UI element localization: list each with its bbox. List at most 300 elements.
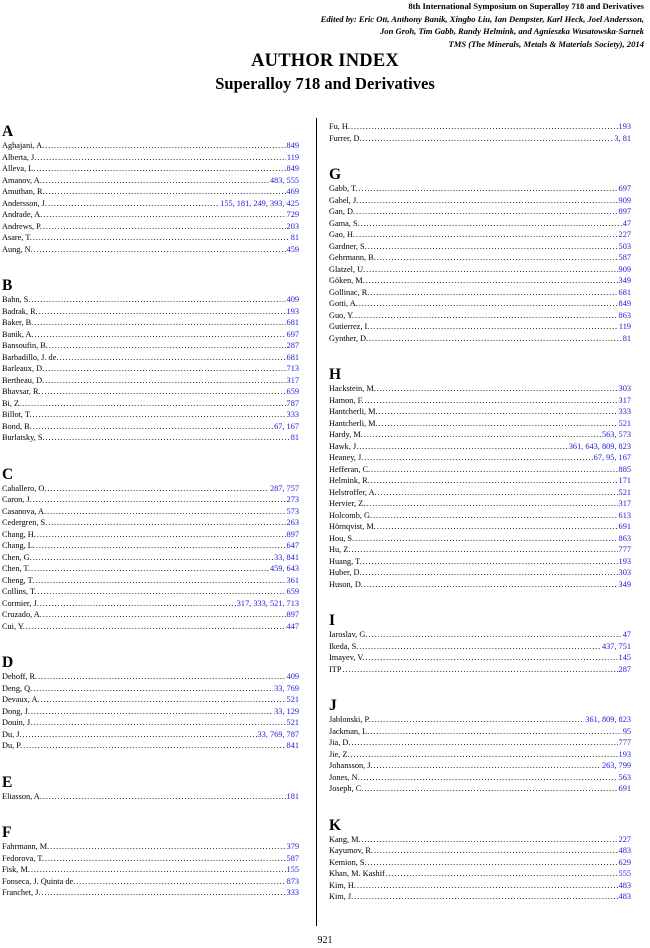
index-entry <box>329 857 631 869</box>
page-link[interactable]: 333 <box>286 410 299 419</box>
author-name: Gabb, T. <box>329 184 358 193</box>
page-link[interactable]: 287 <box>286 341 299 350</box>
index-entry <box>329 441 631 453</box>
author-name: Collins, T. <box>2 587 37 596</box>
section-gap <box>2 444 299 467</box>
page-link[interactable]: 459, 643 <box>269 564 299 573</box>
author-name: Jablonski, P. <box>329 715 371 724</box>
page-link[interactable]: 691 <box>618 784 631 793</box>
author-name: Holcomb, G. <box>329 510 373 520</box>
author-name: Hantcherli, M. <box>329 407 378 416</box>
author-name: Heaney, J. <box>329 453 364 462</box>
dot-leader <box>363 556 618 568</box>
dot-leader <box>368 629 621 641</box>
page-link[interactable]: 361, 643, 809, 823 <box>568 441 631 451</box>
page-link[interactable]: 873 <box>286 876 299 886</box>
section-letter: C <box>2 465 14 483</box>
page-link[interactable]: 647 <box>286 541 299 550</box>
page-link[interactable]: 483 <box>618 892 631 901</box>
page-link[interactable]: 409 <box>286 672 299 681</box>
author-name: Andrews, P. <box>2 221 42 231</box>
index-section <box>2 825 299 899</box>
author-name: Amuthan, R. <box>2 187 45 196</box>
index-entry <box>329 510 631 522</box>
author-name: Dehoff, R. <box>2 672 38 681</box>
page-link[interactable]: 521 <box>286 695 299 704</box>
page-link[interactable]: 119 <box>286 152 299 162</box>
author-name: Andersson, J. <box>2 198 47 208</box>
page-link[interactable]: 81 <box>622 333 631 343</box>
page-link[interactable]: 81 <box>290 233 299 242</box>
page-link[interactable]: 437, 751 <box>601 641 631 651</box>
page-link[interactable]: 227 <box>618 230 631 239</box>
index-entry <box>329 395 631 407</box>
dot-leader <box>43 221 286 233</box>
dot-leader <box>359 441 567 453</box>
page-link[interactable]: 317 <box>286 375 299 385</box>
page-link[interactable]: 713 <box>286 364 299 373</box>
page-link[interactable]: 483, 555 <box>269 175 299 185</box>
index-entry <box>2 706 299 718</box>
author-name: Khan, M. Kashif <box>329 869 385 878</box>
dot-leader <box>50 841 285 853</box>
author-name: Gehrmann, B. <box>329 253 376 262</box>
dot-leader <box>40 598 236 610</box>
index-entry <box>2 306 299 318</box>
page-link[interactable]: 361, 809, 823 <box>585 715 631 724</box>
dot-leader <box>33 232 290 244</box>
page-link[interactable]: 379 <box>286 842 299 851</box>
dot-leader <box>362 834 618 846</box>
index-entry <box>2 506 299 518</box>
author-name: Huson, D. <box>329 579 363 589</box>
author-name: Jackman, L. <box>329 726 370 736</box>
author-name: Cui, Y. <box>2 621 25 631</box>
dot-leader <box>43 791 286 803</box>
page-link[interactable]: 67, 167 <box>274 421 299 431</box>
dot-leader <box>36 163 285 175</box>
page-link[interactable]: 409 <box>286 295 299 304</box>
author-name: Huang, T. <box>329 556 362 566</box>
section-gap <box>2 255 299 278</box>
page-link[interactable]: 681 <box>286 318 299 327</box>
page-link[interactable]: 849 <box>618 299 631 308</box>
index-entry <box>2 740 299 752</box>
dot-leader <box>351 749 618 761</box>
page-link[interactable]: 681 <box>618 287 631 297</box>
page-link[interactable]: 863 <box>618 310 631 320</box>
author-name: Gotti, A. <box>329 299 358 308</box>
page-link[interactable]: 81 <box>290 433 299 442</box>
page-link[interactable]: 587 <box>618 253 631 262</box>
dot-leader <box>48 198 219 210</box>
author-name: Jia, D. <box>329 738 351 747</box>
index-entry <box>329 521 631 533</box>
page-link[interactable]: 181 <box>286 791 299 801</box>
section-gap <box>329 675 631 698</box>
page-link[interactable]: 171 <box>618 476 631 485</box>
dot-leader <box>377 521 618 533</box>
author-name: Gao, H. <box>329 230 356 239</box>
header-line-1: 8th International Symposium on Superalloy 718 and Derivatives <box>408 1 644 11</box>
author-name: Göken, M. <box>329 276 365 285</box>
page-subtitle: Superalloy 718 and Derivatives <box>215 74 435 93</box>
page-link[interactable]: 885 <box>618 464 631 474</box>
index-section <box>2 467 299 633</box>
page-link[interactable]: 573 <box>286 506 299 516</box>
author-name: Casanova, A. <box>2 506 47 516</box>
page-link[interactable]: 349 <box>618 579 631 589</box>
page-link[interactable]: 863 <box>618 533 631 543</box>
dot-leader <box>33 683 273 695</box>
index-entry <box>329 429 631 441</box>
index-entry <box>2 317 299 329</box>
page-link[interactable]: 145 <box>618 653 631 662</box>
index-entry <box>2 140 299 152</box>
author-name: Hu, Z. <box>329 545 351 554</box>
dot-leader <box>23 729 257 741</box>
page-link[interactable]: 333 <box>286 888 299 897</box>
page-link[interactable]: 555 <box>618 869 631 878</box>
index-section <box>329 167 631 344</box>
dot-leader <box>368 857 618 869</box>
page-link[interactable]: 193 <box>618 122 631 131</box>
page-link[interactable]: 483 <box>618 846 631 855</box>
author-name: Gynther, D. <box>329 333 369 343</box>
page-link[interactable]: 263, 799 <box>601 761 631 770</box>
page-link[interactable]: 3, 81 <box>614 133 631 143</box>
dot-leader <box>356 229 618 241</box>
page-link[interactable]: 483 <box>618 880 631 890</box>
header-line-3: Jon Groh, Tim Gabb, Randy Helmink, and Agnieszka Wusatowska-Sarnek <box>380 26 644 36</box>
author-name: Dong, J. <box>2 706 30 716</box>
author-name: Fonseca, J. Quinta de. <box>2 876 76 886</box>
page-link[interactable]: 849 <box>286 141 299 150</box>
index-section <box>329 818 631 903</box>
index-entry <box>329 579 631 591</box>
index-entry <box>2 609 299 621</box>
page-link[interactable]: 897 <box>286 529 299 539</box>
dot-leader <box>43 609 286 621</box>
page-link[interactable]: 563 <box>618 772 631 782</box>
page-link[interactable]: 67, 95, 167 <box>593 453 631 462</box>
left-column <box>2 124 299 899</box>
page-link[interactable]: 521 <box>618 487 631 497</box>
author-name: Aghajani, A. <box>2 141 45 150</box>
page-link[interactable]: 787 <box>286 398 299 408</box>
page-link[interactable]: 193 <box>286 306 299 316</box>
index-entry <box>2 887 299 899</box>
author-name: Gardner, S. <box>329 241 367 251</box>
index-entry <box>329 714 631 726</box>
index-entry <box>329 868 631 880</box>
page-link[interactable]: 897 <box>618 207 631 216</box>
author-name: Kayumov, R. <box>329 846 373 855</box>
dot-leader <box>355 310 617 322</box>
index-entry <box>2 683 299 695</box>
dot-leader <box>37 152 286 164</box>
page-link[interactable]: 697 <box>618 184 631 193</box>
page-link[interactable]: 47 <box>622 218 631 228</box>
author-name: Hervier, Z. <box>329 499 366 508</box>
dot-leader <box>31 706 273 718</box>
index-entry <box>329 241 631 253</box>
index-entry <box>329 333 631 345</box>
dot-leader <box>371 714 584 726</box>
page-link[interactable]: 47 <box>622 630 631 639</box>
index-entry <box>329 556 631 568</box>
dot-leader <box>364 783 617 795</box>
dot-leader <box>76 876 285 888</box>
index-entry <box>329 629 631 641</box>
author-name: Chang, H. <box>2 529 36 539</box>
page-number: 921 <box>317 935 333 946</box>
index-section <box>2 775 299 803</box>
author-name: Bhavsar, R. <box>2 387 41 396</box>
author-name: Kim, J. <box>329 892 354 901</box>
page-link[interactable]: 349 <box>618 276 631 285</box>
dot-leader <box>364 429 601 441</box>
page-link[interactable]: 361 <box>286 575 299 585</box>
index-entry <box>2 598 299 610</box>
index-section <box>329 121 631 144</box>
page-link[interactable]: 521 <box>618 418 631 428</box>
author-name: Fisk, M. <box>2 865 30 874</box>
index-entry <box>2 398 299 410</box>
dot-leader <box>41 887 285 899</box>
dot-leader <box>354 891 617 903</box>
section-letter: A <box>2 123 14 140</box>
index-entry <box>329 664 631 676</box>
dot-leader <box>363 567 618 579</box>
dot-leader <box>364 579 618 591</box>
index-entry <box>2 853 299 865</box>
author-name: Hackstein, M. <box>329 384 376 393</box>
page-link[interactable]: 287, 757 <box>269 483 299 493</box>
author-name: Burlatsky, S. <box>2 433 45 442</box>
page-link[interactable]: 203 <box>286 221 299 231</box>
dot-leader <box>366 498 617 510</box>
author-name: Du, J. <box>2 729 22 739</box>
page-link[interactable]: 95 <box>622 726 631 736</box>
section-gap <box>329 795 631 818</box>
index-entry <box>329 567 631 579</box>
author-name: Fu, H. <box>329 122 350 131</box>
dot-leader <box>33 717 285 729</box>
proceedings-header <box>321 0 644 50</box>
page-link[interactable]: 33, 769 <box>274 683 299 693</box>
page-link[interactable]: 273 <box>286 495 299 504</box>
index-entry <box>2 329 299 341</box>
page-title: AUTHOR INDEX <box>251 51 399 71</box>
section-letter: I <box>329 612 336 629</box>
page-link[interactable]: 613 <box>618 510 631 520</box>
dot-leader <box>377 252 618 264</box>
index-entry <box>329 652 631 664</box>
page-link[interactable]: 155 <box>286 865 299 874</box>
author-name: Chang, L. <box>2 541 35 550</box>
author-name: Caron, J. <box>2 495 32 504</box>
index-entry <box>2 717 299 729</box>
dot-leader <box>38 586 286 598</box>
dot-leader <box>370 287 617 299</box>
page-link[interactable]: 849 <box>286 164 299 173</box>
dot-leader <box>46 186 286 198</box>
page-link[interactable]: 691 <box>618 522 631 531</box>
author-name: Banik, A. <box>2 329 34 339</box>
page-link[interactable]: 587 <box>286 853 299 863</box>
author-name: Iaroslav, G. <box>329 630 368 639</box>
index-entry <box>2 694 299 706</box>
index-entry <box>329 206 631 218</box>
author-name: Bond, B. <box>2 421 32 431</box>
author-name: Gutierrez, I. <box>329 322 370 331</box>
author-name: Badrak, R. <box>2 306 38 316</box>
page-link[interactable]: 317 <box>618 395 631 405</box>
index-entry <box>329 891 631 903</box>
dot-leader <box>386 868 618 880</box>
page-link[interactable]: 777 <box>618 738 631 747</box>
index-entry <box>329 760 631 772</box>
section-gap <box>329 144 631 167</box>
index-entry <box>329 834 631 846</box>
author-name: Bi, Z. <box>2 398 22 408</box>
page-link[interactable]: 155, 181, 249, 393, 425 <box>220 198 299 208</box>
page-link[interactable]: 447 <box>286 621 299 631</box>
index-entry <box>329 287 631 299</box>
dot-leader <box>41 694 286 706</box>
dot-leader <box>32 409 285 421</box>
section-letter: J <box>329 697 337 714</box>
author-name: Imayev, V. <box>329 653 365 662</box>
page-link[interactable]: 729 <box>286 210 299 219</box>
author-name: Glatzel, U. <box>329 264 366 274</box>
author-name: Bansoufin, B. <box>2 341 48 350</box>
right-column <box>329 121 631 903</box>
page-link[interactable]: 909 <box>618 195 631 205</box>
page-link[interactable]: 659 <box>286 387 299 396</box>
dot-leader <box>47 506 286 518</box>
index-entry <box>329 310 631 322</box>
author-name: Gabel, J. <box>329 195 359 205</box>
index-entry <box>2 483 299 495</box>
page-link[interactable]: 287 <box>618 664 631 674</box>
page-link[interactable]: 33, 769, 787 <box>257 729 299 739</box>
author-name: Hardy, M. <box>329 430 363 439</box>
index-entry <box>329 321 631 333</box>
index-entry <box>329 298 631 310</box>
author-name: Franchet, J. <box>2 888 41 897</box>
page-link[interactable]: 317, 333, 521, 713 <box>236 598 299 608</box>
index-entry <box>2 421 299 433</box>
index-entry <box>329 783 631 795</box>
author-name: Helmink, R. <box>329 476 370 485</box>
dot-leader <box>379 418 618 430</box>
dot-leader <box>48 517 285 529</box>
page-link[interactable]: 33, 129 <box>274 706 299 716</box>
dot-leader <box>33 552 273 564</box>
author-name: Gama, S. <box>329 218 360 228</box>
page-link[interactable]: 629 <box>618 857 631 867</box>
header-line-4: TMS (The Minerals, Metals & Materials Society), 2014 <box>448 38 644 49</box>
index-entry <box>2 409 299 421</box>
author-name: Baker, B. <box>2 318 34 327</box>
author-name: Kim, H. <box>329 880 356 890</box>
author-name: Deng, Q. <box>2 683 33 693</box>
page-link[interactable]: 697 <box>286 329 299 339</box>
dot-leader <box>42 386 286 398</box>
author-name: Asare, T. <box>2 233 32 242</box>
page-link[interactable]: 777 <box>618 545 631 554</box>
index-entry <box>329 487 631 499</box>
dot-leader <box>359 183 618 195</box>
page-link[interactable]: 503 <box>618 241 631 251</box>
index-section <box>329 613 631 675</box>
section-letter: D <box>2 654 14 671</box>
page-link[interactable]: 193 <box>618 556 631 566</box>
index-entry <box>329 475 631 487</box>
index-entry <box>329 737 631 749</box>
page-link[interactable]: 841 <box>286 741 299 750</box>
index-entry <box>329 383 631 395</box>
page-link[interactable]: 119 <box>618 322 631 331</box>
page-link[interactable]: 33, 841 <box>274 552 299 562</box>
index-entry <box>2 494 299 506</box>
dot-leader <box>22 398 285 410</box>
page-link[interactable]: 909 <box>618 264 631 274</box>
dot-leader <box>365 395 618 407</box>
dot-leader <box>33 421 273 433</box>
dot-leader <box>364 452 592 464</box>
page-link[interactable]: 469 <box>286 187 299 196</box>
author-name: Billot, T. <box>2 410 32 419</box>
index-entry <box>2 175 299 187</box>
page-link[interactable]: 521 <box>286 718 299 727</box>
column-divider <box>316 118 317 926</box>
dot-leader <box>378 487 618 499</box>
index-entry <box>2 352 299 364</box>
page-link[interactable]: 227 <box>618 834 631 844</box>
page-link[interactable]: 303 <box>618 568 631 577</box>
page-link[interactable]: 333 <box>618 407 631 416</box>
author-name: ITP <box>329 664 342 674</box>
page-link[interactable]: 659 <box>286 587 299 596</box>
index-entry <box>2 841 299 853</box>
page-link[interactable]: 897 <box>286 610 299 619</box>
page-link[interactable]: 263 <box>286 518 299 527</box>
author-name: Jones, N. <box>329 772 360 782</box>
dot-leader <box>377 383 618 395</box>
dot-leader <box>365 652 617 664</box>
page-link[interactable]: 303 <box>618 384 631 393</box>
index-entry <box>329 418 631 430</box>
page-link[interactable]: 193 <box>618 749 631 759</box>
author-name: Aung, N. <box>2 244 33 254</box>
index-entry <box>329 452 631 464</box>
dot-leader <box>366 275 618 287</box>
author-name: Huber, D. <box>329 568 362 577</box>
page-link[interactable]: 317 <box>618 499 631 508</box>
dot-leader <box>359 298 618 310</box>
page-link[interactable]: 459 <box>286 244 299 254</box>
section-gap <box>329 590 631 613</box>
index-entry <box>2 671 299 683</box>
section-letter: B <box>2 277 13 294</box>
page-link[interactable]: 681 <box>286 352 299 362</box>
index-entry <box>329 121 631 133</box>
author-name: Andrade, A. <box>2 210 43 219</box>
page-link[interactable]: 563, 573 <box>601 430 631 439</box>
